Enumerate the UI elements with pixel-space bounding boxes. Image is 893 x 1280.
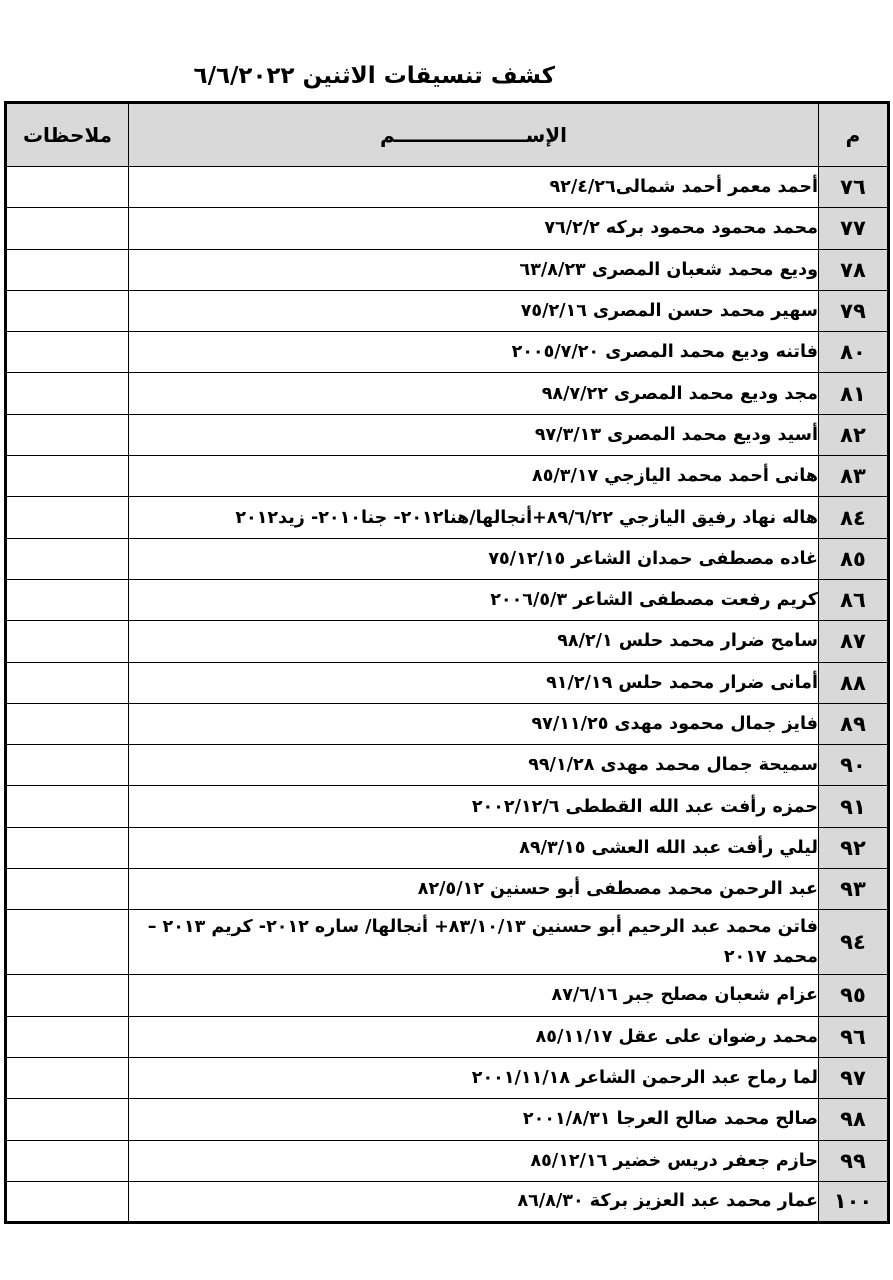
table-row: [6, 373, 889, 414]
row-name: عبد الرحمن محمد مصطفى أبو حسنين ٨٢/٥/١٢: [129, 869, 819, 910]
table-row: [6, 538, 889, 579]
table-row: [6, 662, 889, 703]
row-notes: [6, 745, 129, 786]
row-number: ٨٤: [819, 497, 889, 538]
row-notes: [6, 1099, 129, 1140]
names-table: [4, 101, 890, 1224]
row-name: أمانى ضرار محمد حلس ٩١/٢/١٩: [129, 662, 819, 703]
row-notes: [6, 414, 129, 455]
table-row: [6, 332, 889, 373]
row-name: محمد محمود محمود بركه ٧٦/٢/٢: [129, 208, 819, 249]
row-number: ٩٢: [819, 827, 889, 868]
row-number: ٩١: [819, 786, 889, 827]
row-name: ليلي رأفت عبد الله العشى ٨٩/٣/١٥: [129, 827, 819, 868]
row-notes: [6, 1140, 129, 1181]
row-notes: [6, 827, 129, 868]
row-notes: [6, 621, 129, 662]
row-notes: [6, 332, 129, 373]
row-name: صالح محمد صالح العرجا ٢٠٠١/٨/٣١: [129, 1099, 819, 1140]
row-notes: [6, 786, 129, 827]
row-notes: [6, 167, 129, 208]
table-row: [6, 167, 889, 208]
table-row: [6, 975, 889, 1016]
row-number: ٩٨: [819, 1099, 889, 1140]
table-row: [6, 456, 889, 497]
row-number: ٧٦: [819, 167, 889, 208]
row-name: سهير محمد حسن المصرى ٧٥/٢/١٦: [129, 290, 819, 331]
row-name: فايز جمال محمود مهدى ٩٧/١١/٢٥: [129, 703, 819, 744]
row-number: ٩٩: [819, 1140, 889, 1181]
table-row: [6, 497, 889, 538]
row-number: ٧٧: [819, 208, 889, 249]
table-row: [6, 249, 889, 290]
table-row: [6, 869, 889, 910]
row-number: ٨٠: [819, 332, 889, 373]
row-number: ٨١: [819, 373, 889, 414]
row-number: ٨٦: [819, 579, 889, 620]
row-number: ٩٥: [819, 975, 889, 1016]
row-notes: [6, 290, 129, 331]
table-row: [6, 703, 889, 744]
header-number: م: [819, 103, 889, 167]
row-name: غاده مصطفى حمدان الشاعر ٧٥/١٢/١٥: [129, 538, 819, 579]
table-row: [6, 827, 889, 868]
table-row: [6, 290, 889, 331]
row-notes: [6, 975, 129, 1016]
table-row: [6, 786, 889, 827]
row-number: ٨٩: [819, 703, 889, 744]
row-notes: [6, 456, 129, 497]
row-notes: [6, 1057, 129, 1098]
row-name: حمزه رأفت عبد الله القططى ٢٠٠٢/١٢/٦: [129, 786, 819, 827]
row-name: فاتنه وديع محمد المصرى ٢٠٠٥/٧/٢٠: [129, 332, 819, 373]
row-name: وديع محمد شعبان المصرى ٦٣/٨/٢٣: [129, 249, 819, 290]
row-notes: [6, 538, 129, 579]
table-row: [6, 621, 889, 662]
row-notes: [6, 662, 129, 703]
table-row: [6, 1016, 889, 1057]
row-name: فاتن محمد عبد الرحيم أبو حسنين ٨٣/١٠/١٣+ أنجالها/ ساره ٢٠١٢- كريم ٢٠١٣ – محمد ٢٠١٧: [129, 910, 819, 975]
row-name: محمد رضوان على عقل ٨٥/١١/١٧: [129, 1016, 819, 1057]
row-name: هاله نهاد رفيق اليازجي ٨٩/٦/٢٢+أنجالها/هنا٢٠١٢- جنا٢٠١٠- زيد٢٠١٢: [129, 497, 819, 538]
row-name: حازم جعفر دريس خضير ٨٥/١٢/١٦: [129, 1140, 819, 1181]
row-number: ٩٧: [819, 1057, 889, 1098]
row-name: لما رماح عبد الرحمن الشاعر ٢٠٠١/١١/١٨: [129, 1057, 819, 1098]
row-notes: [6, 249, 129, 290]
row-name: أحمد معمر أحمد شمالى٩٢/٤/٢٦: [129, 167, 819, 208]
table-row: [6, 1099, 889, 1140]
row-name: مجد وديع محمد المصرى ٩٨/٧/٢٢: [129, 373, 819, 414]
row-number: ٩٦: [819, 1016, 889, 1057]
row-notes: [6, 703, 129, 744]
row-number: ١٠٠: [819, 1181, 889, 1222]
table-row: [6, 910, 889, 975]
row-notes: [6, 1016, 129, 1057]
row-number: ٧٩: [819, 290, 889, 331]
row-notes: [6, 373, 129, 414]
row-name: عمار محمد عبد العزيز بركة ٨٦/٨/٣٠: [129, 1181, 819, 1222]
table-row: [6, 1057, 889, 1098]
row-number: ٩٣: [819, 869, 889, 910]
row-number: ٨٣: [819, 456, 889, 497]
table-row: [6, 414, 889, 455]
row-notes: [6, 579, 129, 620]
row-number: ٧٨: [819, 249, 889, 290]
table-row: [6, 579, 889, 620]
row-notes: [6, 1181, 129, 1222]
row-name: سميحة جمال محمد مهدى ٩٩/١/٢٨: [129, 745, 819, 786]
table-body: [6, 167, 889, 1223]
table-header-row: [6, 103, 889, 167]
row-number: ٩٤: [819, 910, 889, 975]
row-number: ٨٧: [819, 621, 889, 662]
row-name: هانى أحمد محمد اليازجي ٨٥/٣/١٧: [129, 456, 819, 497]
header-name: الإســـــــــــــــــــم: [129, 103, 819, 167]
row-name: سامح ضرار محمد حلس ٩٨/٢/١: [129, 621, 819, 662]
row-notes: [6, 910, 129, 975]
table-row: [6, 1140, 889, 1181]
header-notes: ملاحظات: [6, 103, 129, 167]
table-row: [6, 1181, 889, 1222]
page-title: كشف تنسيقات الاثنين ٦/٦/٢٠٢٢: [193, 63, 555, 89]
row-name: عزام شعبان مصلح جبر ٨٧/٦/١٦: [129, 975, 819, 1016]
row-notes: [6, 208, 129, 249]
row-name: كريم رفعت مصطفى الشاعر ٢٠٠٦/٥/٣: [129, 579, 819, 620]
table-row: [6, 208, 889, 249]
row-number: ٨٢: [819, 414, 889, 455]
row-notes: [6, 869, 129, 910]
row-number: ٨٨: [819, 662, 889, 703]
row-number: ٩٠: [819, 745, 889, 786]
row-notes: [6, 497, 129, 538]
row-name: أسيد وديع محمد المصرى ٩٧/٣/١٣: [129, 414, 819, 455]
table-row: [6, 745, 889, 786]
row-number: ٨٥: [819, 538, 889, 579]
